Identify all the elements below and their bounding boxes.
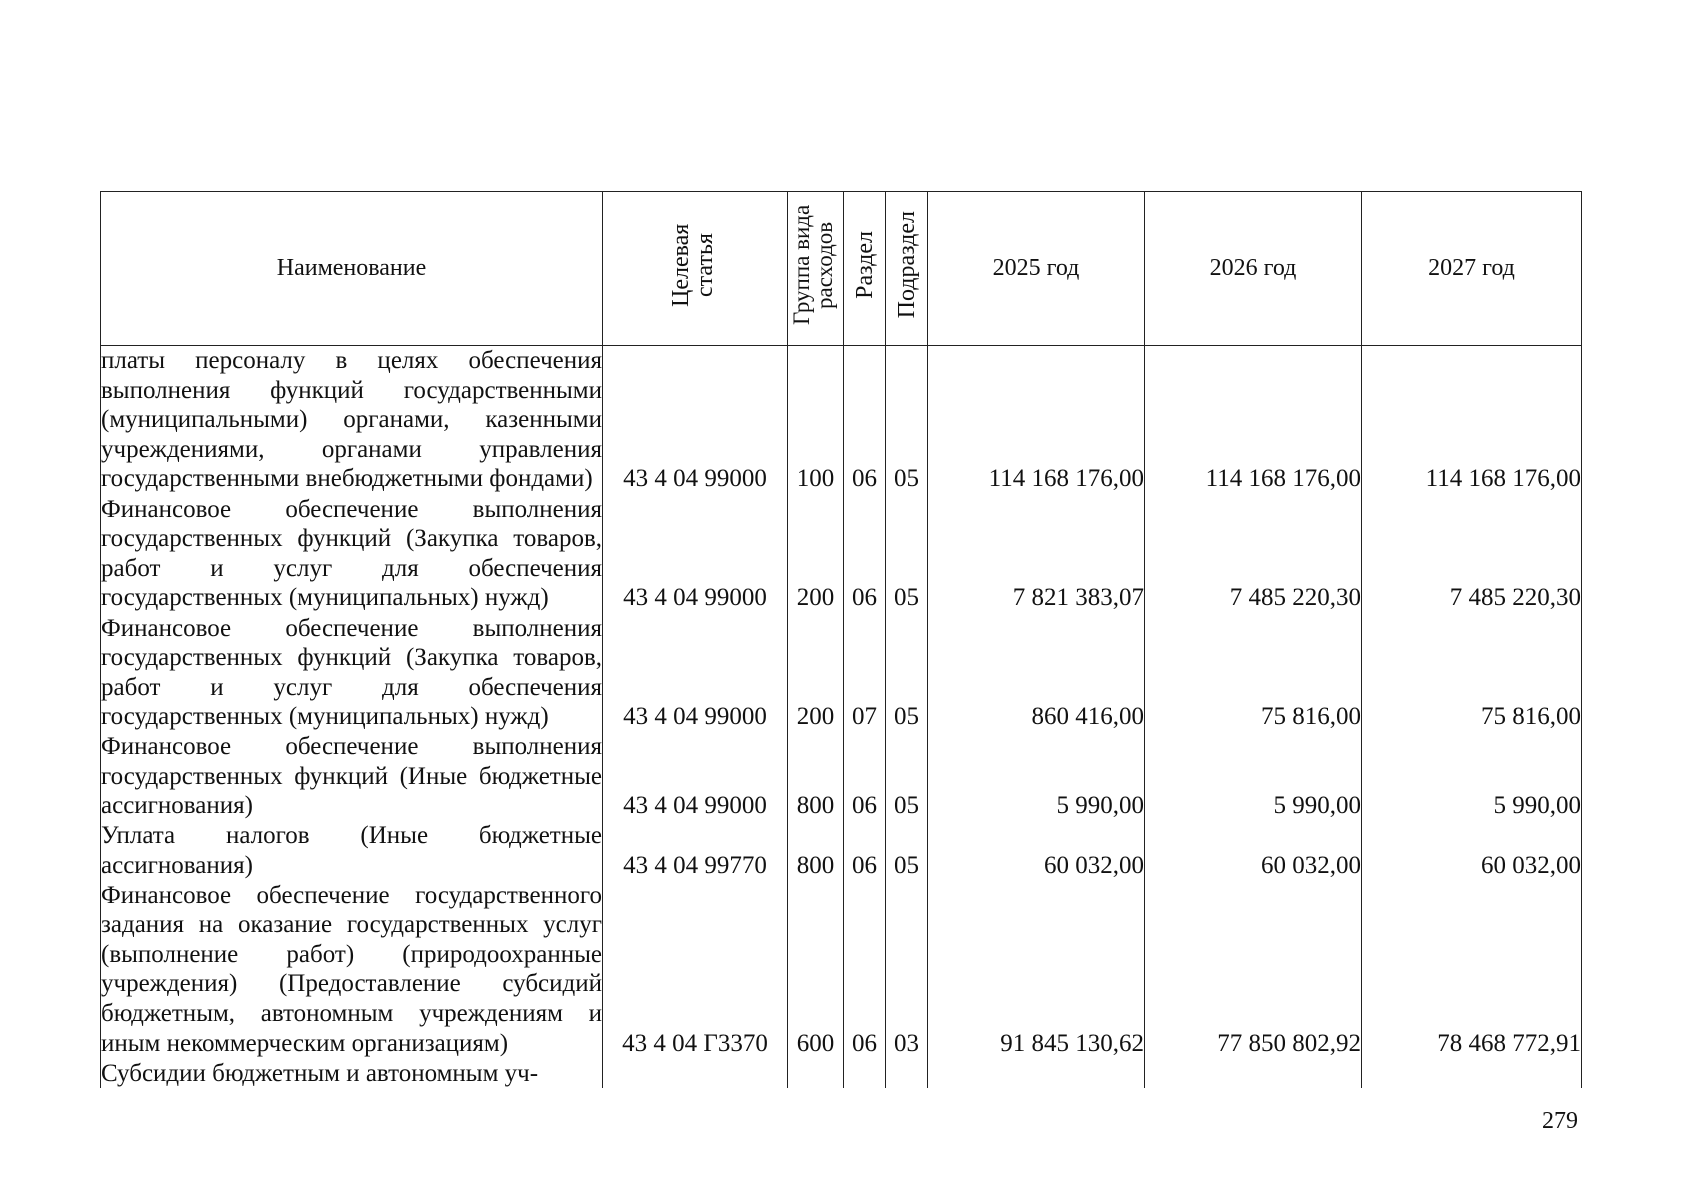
amount-2026: 77 850 802,92 bbox=[1145, 880, 1362, 1058]
row-name: Уплата налогов (Иные бюджетные ассигнования) bbox=[101, 821, 602, 879]
amount-2026: 7 485 220,30 bbox=[1145, 494, 1362, 613]
expense-group: 200 bbox=[788, 494, 844, 613]
amount-2026: 114 168 176,00 bbox=[1145, 346, 1362, 494]
amount-2026: 5 990,00 bbox=[1145, 732, 1362, 821]
table-row bbox=[101, 821, 1582, 880]
row-name: платы персоналу в целях обеспечения выполнения функций государственными (муниципальными) органами, казенными учреждениями, органами управления государственными внебюджетными фондами) bbox=[101, 347, 602, 493]
section: 06 bbox=[844, 821, 886, 880]
amount-2027: 60 032,00 bbox=[1362, 821, 1582, 880]
header-section: Раздел bbox=[844, 192, 886, 346]
amount-2027: 114 168 176,00 bbox=[1362, 346, 1582, 494]
row-name: Финансовое обеспечение выполнения государственных функций (Закупка товаров, работ и услуг для обеспечения государственных (муниципальных) нужд) bbox=[101, 614, 602, 731]
table-row bbox=[101, 880, 1582, 1058]
target-article: 43 4 04 99000 bbox=[603, 613, 788, 732]
expense-group: 200 bbox=[788, 613, 844, 732]
row-name: Финансовое обеспечение выполнения государственных функций (Иные бюджетные ассигнования) bbox=[101, 733, 602, 820]
amount-2025 bbox=[928, 1058, 1145, 1088]
section: 06 bbox=[844, 880, 886, 1058]
subsection: 05 bbox=[886, 821, 928, 880]
expense-group: 800 bbox=[788, 821, 844, 880]
amount-2027: 75 816,00 bbox=[1362, 613, 1582, 732]
target-article: 43 4 04 99000 bbox=[603, 494, 788, 613]
target-article: 43 4 04 99000 bbox=[603, 346, 788, 494]
target-article: 43 4 04 99000 bbox=[603, 732, 788, 821]
expense-group: 800 bbox=[788, 732, 844, 821]
subsection bbox=[886, 1058, 928, 1088]
budget-table bbox=[100, 191, 1582, 1088]
amount-2025: 91 845 130,62 bbox=[928, 880, 1145, 1058]
header-row bbox=[101, 192, 1582, 346]
amount-2025: 114 168 176,00 bbox=[928, 346, 1145, 494]
table-row bbox=[101, 494, 1582, 613]
header-subsection: Подраздел bbox=[886, 192, 928, 346]
amount-2027: 78 468 772,91 bbox=[1362, 880, 1582, 1058]
table-row bbox=[101, 732, 1582, 821]
header-year-2027: 2027 год bbox=[1362, 192, 1582, 346]
table-row bbox=[101, 346, 1582, 494]
subsection: 05 bbox=[886, 494, 928, 613]
page-number: 279 bbox=[1542, 1108, 1578, 1134]
expense-group bbox=[788, 1058, 844, 1088]
amount-2025: 60 032,00 bbox=[928, 821, 1145, 880]
row-name: Финансовое обеспечение государственного задания на оказание государственных услуг (выполнение работ) (природоохранные учреждения) (Предоставление субсидий бюджетным, автономным учреждениям и иным некоммерческим организациям) bbox=[101, 881, 602, 1057]
amount-2025: 7 821 383,07 bbox=[928, 494, 1145, 613]
subsection: 03 bbox=[886, 880, 928, 1058]
subsection: 05 bbox=[886, 613, 928, 732]
target-article bbox=[603, 1058, 788, 1088]
table-row bbox=[101, 1058, 1582, 1088]
amount-2026 bbox=[1145, 1058, 1362, 1088]
header-year-2026: 2026 год bbox=[1145, 192, 1362, 346]
expense-group: 100 bbox=[788, 346, 844, 494]
section: 07 bbox=[844, 613, 886, 732]
expense-group: 600 bbox=[788, 880, 844, 1058]
section: 06 bbox=[844, 494, 886, 613]
amount-2025: 5 990,00 bbox=[928, 732, 1145, 821]
header-year-2025: 2025 год bbox=[928, 192, 1145, 346]
section: 06 bbox=[844, 732, 886, 821]
target-article: 43 4 04 Г3370 bbox=[603, 880, 788, 1058]
amount-2027: 7 485 220,30 bbox=[1362, 494, 1582, 613]
header-expense-group: Группа вида расходов bbox=[788, 192, 844, 346]
amount-2027: 5 990,00 bbox=[1362, 732, 1582, 821]
amount-2026: 60 032,00 bbox=[1145, 821, 1362, 880]
row-name: Субсидии бюджетным и автономным уч- bbox=[101, 1058, 603, 1088]
target-article: 43 4 04 99770 bbox=[603, 821, 788, 880]
table-body bbox=[101, 346, 1582, 1089]
row-name: Финансовое обеспечение выполнения государственных функций (Закупка товаров, работ и услуг для обеспечения государственных (муниципальных) нужд) bbox=[101, 495, 602, 612]
section bbox=[844, 1058, 886, 1088]
subsection: 05 bbox=[886, 732, 928, 821]
table-row bbox=[101, 613, 1582, 732]
amount-2027 bbox=[1362, 1058, 1582, 1088]
header-target-article: Целевая статья bbox=[603, 192, 788, 346]
section: 06 bbox=[844, 346, 886, 494]
amount-2025: 860 416,00 bbox=[928, 613, 1145, 732]
header-name: Наименование bbox=[101, 192, 603, 346]
amount-2026: 75 816,00 bbox=[1145, 613, 1362, 732]
subsection: 05 bbox=[886, 346, 928, 494]
